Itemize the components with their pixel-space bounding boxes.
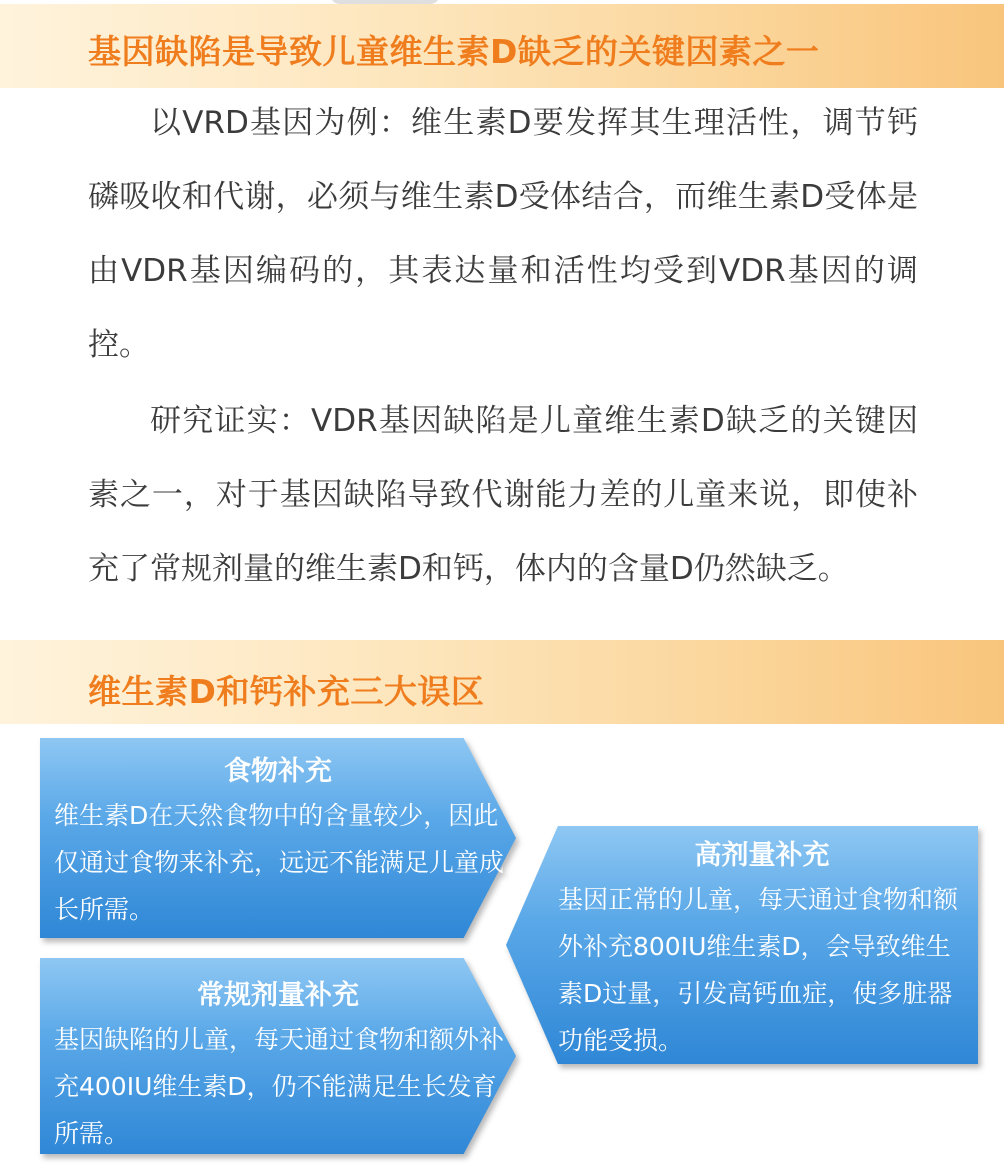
card-text: 基因缺陷的儿童，每天通过食物和额外补充400IU维生素D，仍不能满足生长发育所需。 xyxy=(54,1025,505,1148)
card-text: 基因正常的儿童，每天通过食物和额外补充800IU维生素D，会导致维生素D过量，引发高钙血症，使多脏器功能受损。 xyxy=(558,885,959,1055)
paragraph-research-finding: 研究证实：VDR基因缺陷是儿童维生素D缺乏的关键因素之一，对于基因缺陷导致代谢能力差的儿童来说，即使补充了常规剂量的维生素D和钙，体内的含量D仍然缺乏。 xyxy=(88,403,918,587)
card-title: 食物补充 xyxy=(224,756,332,787)
misconception-card-high-dose xyxy=(506,826,978,1064)
section-title: 维生素D和钙补充三大误区 xyxy=(88,672,485,711)
section-title: 基因缺陷是导致儿童维生素D缺乏的关键因素之一 xyxy=(88,32,820,71)
section-header-genetic xyxy=(0,4,1004,88)
paragraph-vdr-example: 以VRD基因为例：维生素D要发挥其生理活性，调节钙磷吸收和代谢，必须与维生素D受体结合，而维生素D受体是由VDR基因编码的，其表达量和活性均受到VDR基因的调控。 xyxy=(88,105,918,363)
card-title: 高剂量补充 xyxy=(694,840,830,871)
misconception-card-regular-dose xyxy=(40,958,516,1154)
card-title: 常规剂量补充 xyxy=(197,980,359,1011)
misconception-card-food xyxy=(40,738,516,938)
section-header-misconceptions xyxy=(0,640,1004,724)
card-text: 维生素D在天然食物中的含量较少，因此仅通过食物来补充，远远不能满足儿童成长所需。 xyxy=(54,801,505,924)
